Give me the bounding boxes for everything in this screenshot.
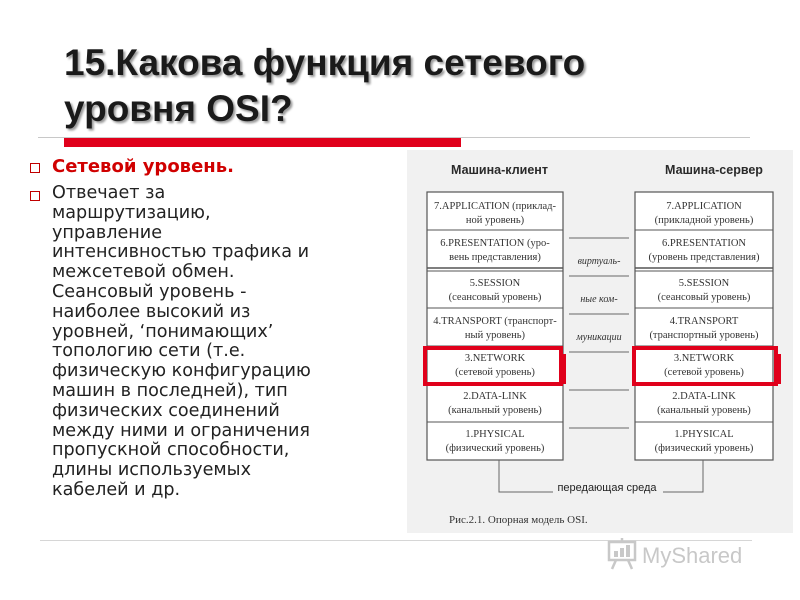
title-accent-bar	[64, 138, 461, 147]
server-header: Машина-сервер	[665, 163, 763, 177]
presentation-board-icon	[606, 537, 766, 573]
bullet-line: топологию сети (т.е.	[52, 341, 246, 362]
client-layer-1-line2: (физический уровень)	[445, 443, 545, 454]
bullet-line: машин в последней), тип	[52, 380, 288, 401]
bullet-line: наиболее высокий из	[52, 301, 251, 322]
bullet-line: межсетевой обмен.	[52, 262, 235, 283]
client-layer-5-line1: 5.SESSION	[469, 278, 521, 289]
server-layer-3-line1: 3.NETWORK	[673, 353, 735, 364]
slide-title-line-2: уровня OSI?	[64, 88, 293, 129]
client-layer-5-line2: (сеансовый уровень)	[448, 292, 542, 303]
server-highlight-shadow	[776, 354, 781, 384]
client-layer-6-line1: 6.PRESENTATION (уро-	[440, 238, 550, 249]
server-layer-6-line1: 6.PRESENTATION	[661, 238, 747, 249]
square-bullet-icon	[30, 163, 40, 173]
client-layer-7-line1: 7.APPLICATION (приклад-	[434, 201, 556, 212]
watermark-logo	[606, 537, 766, 573]
bullet-text: Сетевой уровень.	[52, 156, 234, 177]
bullet-line: кабелей и др.	[52, 479, 181, 500]
server-stack	[635, 192, 773, 460]
bullet-line: уровней, ‘понимающих’	[52, 321, 274, 342]
client-layer-3-line1: 3.NETWORK	[464, 353, 526, 364]
client-header: Машина-клиент	[451, 163, 548, 177]
bullet-line: физическую конфигурацию	[52, 361, 311, 382]
slide-title-line-1: 15.Какова функция сетевого	[64, 42, 586, 83]
virtual-comm-label-1: виртуаль-	[577, 256, 621, 267]
watermark-text: MyShared	[642, 543, 743, 568]
server-layer-2-line2: (канальный уровень)	[657, 405, 751, 416]
client-layer-4-line1: 4.TRANSPORT (транспорт-	[433, 316, 557, 327]
bullet-line: Отвечает за	[52, 183, 166, 203]
bullet-line: управление	[52, 222, 163, 243]
bullet-line: длины используемых	[52, 460, 251, 481]
client-highlight-shadow	[561, 354, 566, 384]
transmission-medium-label: передающая среда	[557, 482, 657, 494]
client-layer-7-line2: ной уровень)	[465, 215, 525, 226]
bullet-item	[30, 156, 402, 178]
client-layer-2-line1: 2.DATA-LINK	[463, 391, 527, 402]
server-layer-1-line2: (физический уровень)	[654, 443, 754, 454]
server-layer-3-line2: (сетевой уровень)	[664, 367, 744, 378]
bullet-line: маршрутизацию,	[52, 202, 211, 223]
server-layer-4-line2: (транспортный уровень)	[649, 330, 759, 341]
osi-model-figure	[407, 150, 793, 533]
bullet-list	[30, 156, 402, 501]
virtual-comm-label-3: муникации	[576, 332, 622, 343]
square-bullet-icon	[30, 191, 40, 201]
client-layer-3-line2: (сетевой уровень)	[455, 367, 535, 378]
server-layer-5-line1: 5.SESSION	[678, 278, 730, 289]
bullet-line: пропускной способности,	[52, 440, 290, 461]
server-layer-5-line2: (сеансовый уровень)	[657, 292, 751, 303]
bullet-line: физических соединений	[52, 400, 280, 421]
figure-caption: Рис.2.1. Опорная модель OSI.	[449, 514, 588, 526]
bullet-line: между ними и ограничения	[52, 420, 311, 441]
slide-title	[64, 40, 764, 132]
client-stack	[427, 192, 563, 460]
server-layer-1-line1: 1.PHYSICAL	[674, 429, 734, 440]
bullet-line: интенсивностью трафика и	[52, 242, 310, 263]
server-layer-2-line1: 2.DATA-LINK	[672, 391, 736, 402]
client-layer-1-line1: 1.PHYSICAL	[465, 429, 525, 440]
bullet-line: Сеансовый уровень -	[52, 281, 247, 302]
bullet-item	[30, 184, 402, 501]
server-layer-7-line1: 7.APPLICATION	[666, 201, 742, 212]
client-layer-4-line2: ный уровень)	[464, 330, 526, 341]
client-layer-6-line2: вень представления)	[449, 252, 541, 263]
client-layer-2-line2: (канальный уровень)	[448, 405, 542, 416]
server-layer-6-line2: (уровень представления)	[648, 252, 760, 263]
virtual-comm-label-2: ные ком-	[580, 294, 618, 305]
server-layer-7-line2: (прикладной уровень)	[654, 215, 754, 226]
server-layer-4-line1: 4.TRANSPORT	[669, 316, 739, 327]
osi-diagram	[407, 150, 793, 533]
